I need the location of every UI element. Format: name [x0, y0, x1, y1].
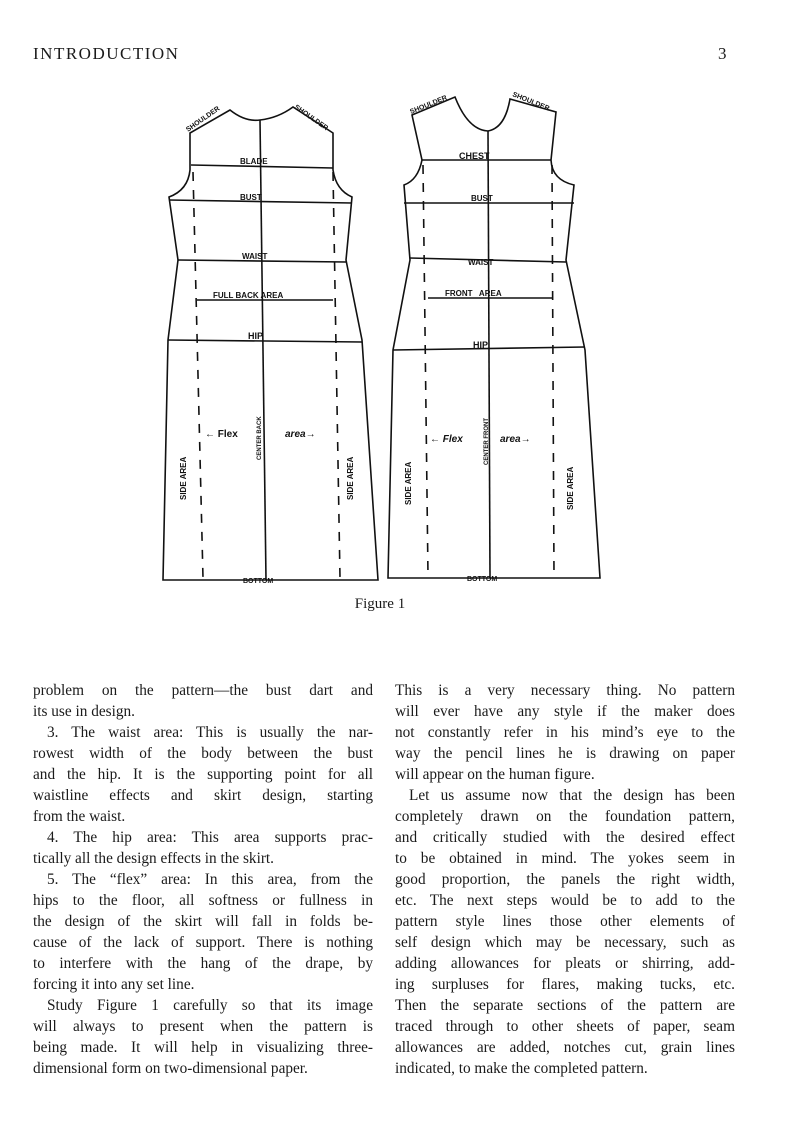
text-line: to be obtained in mind. The yokes seem in [395, 850, 735, 867]
text-line: problem on the pattern—the bust dart and [33, 682, 373, 699]
label-shoulder: SHOULDER [292, 103, 330, 133]
label-side-area: SIDE AREA [346, 456, 355, 500]
text-line: and critically studied with the desired effect [395, 829, 735, 846]
text-line: from the waist. [33, 808, 126, 825]
text-line: etc. The next steps would be to add to the [395, 892, 735, 909]
text-line: being made. It will help in visualizing three- [33, 1039, 373, 1056]
label-blade: BLADE [240, 157, 268, 166]
text-line: tically all the design effects in the skirt. [33, 850, 275, 867]
label-bottom: BOTTOM [243, 578, 274, 585]
text-line: dimensional form on two-dimensional paper. [33, 1060, 308, 1077]
side-dash-left [193, 172, 203, 578]
label-bust: BUST [240, 193, 262, 202]
label-hip: HIP [473, 340, 489, 350]
text-line: to interfere with the hang of the drape, by [33, 955, 373, 972]
text-column-left [33, 680, 373, 1079]
text-line: 5. The “flex” area: In this area, from the [47, 871, 373, 888]
label-side-area: SIDE AREA [404, 461, 413, 505]
text-line: rowest width of the body between the bust [33, 745, 373, 762]
text-line: self design which may be necessary, such as [395, 934, 735, 951]
running-header: INTRODUCTION [33, 44, 180, 63]
text-line: hips to the floor, all softness or fullness in [33, 892, 373, 909]
label-waist: WAIST [242, 252, 268, 261]
back-pattern [163, 104, 378, 585]
text-line: Let us assume now that the design has been [409, 787, 735, 804]
text-line: cause of the lack of support. There is nothing [33, 934, 373, 951]
label-shoulder: SHOULDER [185, 105, 222, 134]
text-line: will always to present when the pattern is [33, 1018, 373, 1035]
label-chest: CHEST [459, 151, 490, 161]
side-dash-right [552, 165, 554, 576]
text-column-right [395, 680, 735, 1079]
text-line: 4. The hip area: This area supports prac- [47, 829, 373, 846]
label-shoulder: SHOULDER [511, 91, 551, 113]
text-line: Then the separate sections of the pattern are [395, 997, 735, 1014]
text-line: adding allowances for pleats or shirring, add- [395, 955, 735, 972]
label-front-area: FRONT AREA [445, 289, 502, 298]
label-bust: BUST [471, 194, 493, 203]
text-line: Study Figure 1 carefully so that its image [47, 997, 373, 1014]
figure-caption: Figure 1 [354, 596, 406, 612]
side-dash-left [423, 165, 428, 576]
label-flex: ← Flex [430, 434, 463, 445]
label-shoulder: SHOULDER [409, 94, 449, 116]
label-center-back: CENTER BACK [257, 416, 263, 460]
text-line: allowances are added, notches cut, grain lines [395, 1039, 735, 1056]
text-line: the design of the skirt will fall in folds be- [33, 913, 373, 930]
back-outline [163, 107, 378, 580]
center-back-line [260, 120, 266, 580]
text-line: way the pencil lines he is drawing on paper [395, 745, 735, 762]
label-center-front: CENTER FRONT [484, 418, 490, 465]
text-line: pattern style lines those other elements of [395, 913, 735, 930]
text-line: good proportion, the panels the right width, [395, 871, 735, 888]
side-dash-right [333, 172, 340, 578]
label-area: area→ [285, 429, 316, 440]
text-line: will appear on the human figure. [395, 766, 595, 783]
label-area: area→ [500, 434, 531, 445]
text-line: and the hip. It is the supporting point for all [33, 766, 373, 783]
text-line: not constantly refer in his mind’s eye to the [395, 724, 735, 741]
text-line: its use in design. [33, 703, 135, 720]
front-pattern [388, 91, 600, 583]
text-line: 3. The waist area: This is usually the nar- [47, 724, 373, 741]
label-bottom: BOTTOM [467, 576, 498, 583]
text-line: completely drawn on the foundation pattern, [395, 808, 735, 825]
label-full-back-area: FULL BACK AREA [213, 291, 284, 300]
text-line: This is a very necessary thing. No pattern [395, 682, 735, 699]
text-line: ing surpluses for flares, making tucks, etc. [395, 976, 735, 993]
label-side-area: SIDE AREA [566, 466, 575, 510]
label-hip: HIP [248, 331, 264, 341]
text-line: waistline effects and skirt design, starting [33, 787, 373, 804]
label-flex: ← Flex [205, 429, 238, 440]
page-number: 3 [718, 44, 727, 63]
text-line: indicated, to make the completed pattern. [395, 1060, 648, 1077]
text-line: will ever have any style if the maker does [395, 703, 735, 720]
label-waist: WAIST [468, 258, 494, 267]
label-side-area: SIDE AREA [179, 456, 188, 500]
text-line: traced through to other sheets of paper, seam [395, 1018, 735, 1035]
text-line: forcing it into any set line. [33, 976, 195, 993]
